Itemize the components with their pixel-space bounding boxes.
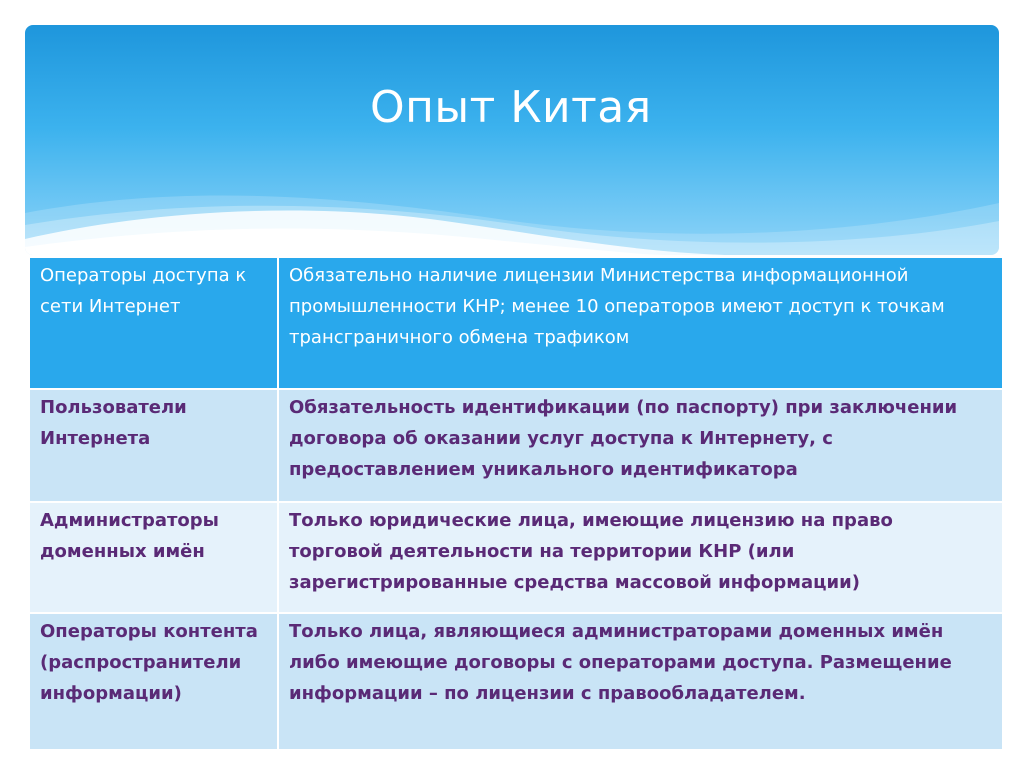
row-label: Пользователи Интернета — [30, 390, 277, 501]
table-row — [30, 258, 1002, 388]
row-text: Обязательность идентификации (по паспорту) при заключении договора об оказании услуг доступа к Интернету, с предоставлением уникального идентификатора — [279, 390, 1002, 501]
row-text: Только лица, являющиеся администраторами доменных имён либо имеющие договоры с операторами доступа. Размещение информации – по лицензии с правообладателем. — [279, 614, 1002, 749]
table-row — [30, 614, 1002, 749]
slide-title: Опыт Китая — [370, 82, 652, 133]
row-label: Администраторы доменных имён — [30, 503, 277, 612]
row-text: Только юридические лица, имеющие лицензию на право торговой деятельности на территории КНР (или зарегистрированные средства массовой информации) — [279, 503, 1002, 612]
row-label: Операторы доступа к сети Интернет — [30, 258, 277, 388]
table-row — [30, 390, 1002, 501]
wave-decoration — [25, 25, 999, 255]
title-banner — [25, 25, 999, 255]
row-text: Обязательно наличие лицензии Министерства информационной промышленности КНР; менее 10 операторов имеют доступ к точкам трансграничного обмена трафиком — [279, 258, 1002, 388]
table-row — [30, 503, 1002, 612]
row-label: Операторы контента (распространители информации) — [30, 614, 277, 749]
info-table — [28, 256, 1004, 751]
